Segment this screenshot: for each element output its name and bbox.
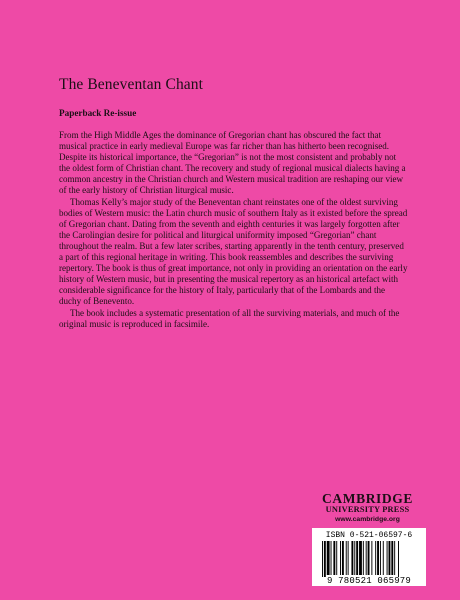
barcode-bar bbox=[366, 541, 367, 575]
barcode-bar bbox=[363, 541, 364, 575]
barcode-bar bbox=[371, 541, 372, 575]
barcode-bar bbox=[336, 541, 337, 575]
barcode-bar bbox=[351, 541, 353, 575]
book-title: The Beneventan Chant bbox=[59, 76, 204, 93]
isbn-label: ISBN 0-521-06597-6 bbox=[325, 531, 413, 540]
description-paragraph-3: The book includes a systematic presentation of all the surviving materials, and much of the original music is reproduced in facsimile. bbox=[59, 307, 400, 329]
description-paragraph-2: Thomas Kelly’s major study of the Beneventan chant reinstates one of the oldest surviving bodies of Western music: the Latin church music of southern Italy as it existed before the spread of Gregorian chant. Dating from the seventh and eighth centuries it was largely forgotten after the Carolingian desire for political and liturgical uniformity imposed “Gregorian” chant throughout the realm. But a few later scribes, starting apparently in the tenth century, preserved a part of this regional heritage in writing. This book reassembles and describes the surviving repertory. The book is thus of great importance, not only in providing an orientation on the early history of Western music, but in presenting the musical repertory as an historical artefact with considerable significance for the history of Italy, particularly that of the Lombards and the duchy of Benevento. bbox=[59, 196, 408, 307]
barcode-bar bbox=[346, 541, 347, 575]
barcode-bar bbox=[354, 541, 355, 575]
barcode-bar bbox=[322, 541, 323, 577]
barcode-bar bbox=[380, 541, 381, 575]
barcode-bar bbox=[333, 541, 335, 575]
barcode bbox=[312, 528, 426, 586]
barcode-bar bbox=[398, 541, 399, 577]
barcode-bar bbox=[342, 541, 344, 575]
description-paragraph-1: From the High Middle Ages the dominance of Gregorian chant has obscured the fact that musical practice in early medieval Europe was far richer than has hitherto been recognised. Despite its historical importance, the “Gregorian” is not the most consistent and probably not the oldest form of Christian chant. The recovery and study of regional musical dialects having a common ancestry in the Christian church and Western musical tradition are reshaping our view of the early history of Christian liturgical music. bbox=[59, 130, 406, 196]
barcode-bar bbox=[383, 541, 384, 575]
barcode-bar bbox=[377, 541, 379, 575]
barcode-bar bbox=[348, 541, 349, 575]
barcode-bar bbox=[375, 541, 376, 575]
barcode-bar bbox=[391, 541, 393, 575]
publisher-subname: UNIVERSITY PRESS bbox=[325, 505, 410, 514]
barcode-bar bbox=[327, 541, 330, 575]
barcode-bar bbox=[394, 541, 395, 575]
barcode-bar bbox=[387, 541, 388, 575]
barcode-bar bbox=[389, 541, 391, 575]
publisher-name: CAMBRIDGE bbox=[322, 491, 413, 506]
barcode-bar bbox=[340, 541, 341, 575]
barcode-bar bbox=[331, 541, 332, 575]
barcode-bar bbox=[359, 541, 362, 575]
barcode-bar bbox=[356, 541, 358, 575]
barcode-digits: 9 780521 065979 bbox=[326, 576, 411, 586]
barcode-bar bbox=[368, 541, 370, 575]
publisher-url: www.cambridge.org bbox=[335, 516, 400, 523]
barcode-bar bbox=[324, 541, 326, 577]
book-description bbox=[59, 130, 409, 330]
book-subtitle: Paperback Re-issue bbox=[59, 108, 137, 118]
publisher-logo bbox=[310, 492, 425, 524]
